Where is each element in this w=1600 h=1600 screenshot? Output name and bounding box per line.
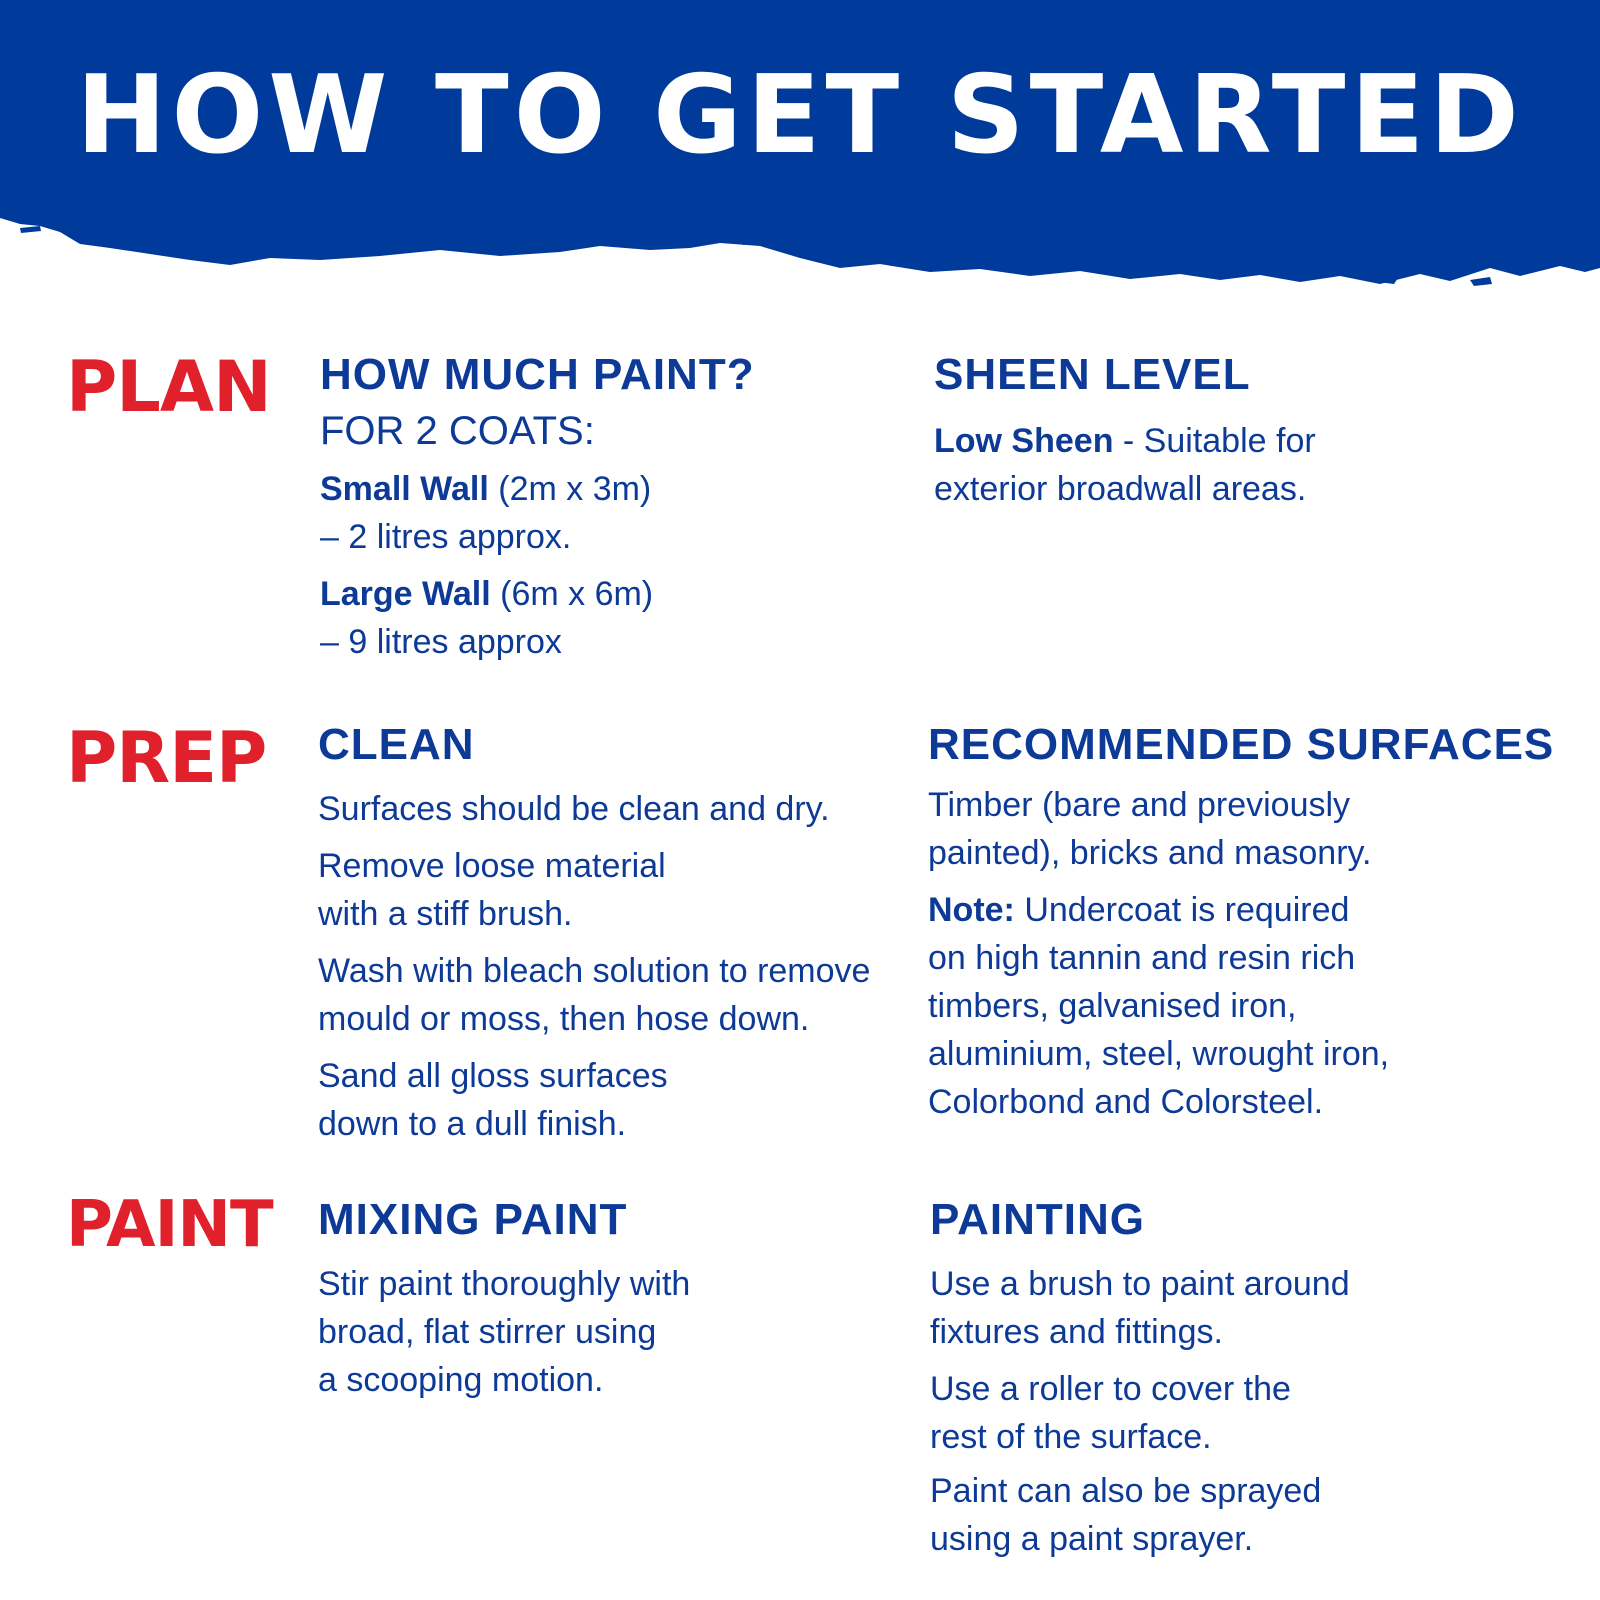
note-line-4: aluminium, steel, wrought iron, xyxy=(928,1035,1390,1073)
coats-subheading: FOR 2 COATS: xyxy=(320,409,595,453)
mixing-line-1: Stir paint thoroughly with xyxy=(318,1265,691,1303)
clean-p1: Surfaces should be clean and dry. xyxy=(318,790,830,828)
clean-heading: CLEAN xyxy=(318,720,475,769)
mixing-paint-heading: MIXING PAINT xyxy=(318,1195,628,1244)
mixing-paint-column xyxy=(318,1195,691,1404)
note-line-1 xyxy=(928,886,1554,934)
sheen-level-column xyxy=(934,350,1316,513)
note-line-1-rest: Undercoat is required xyxy=(1014,891,1350,929)
mixing-line-3: a scooping motion. xyxy=(318,1361,604,1399)
painting-column xyxy=(930,1195,1350,1563)
sheen-line-2: exterior broadwall areas. xyxy=(934,470,1307,508)
small-wall-bold: Small Wall xyxy=(320,470,489,508)
mixing-line-2: broad, flat stirrer using xyxy=(318,1313,657,1351)
header-banner xyxy=(0,0,1600,300)
prep-label: PREP xyxy=(66,717,267,799)
recommended-surfaces-heading: RECOMMENDED SURFACES xyxy=(928,720,1555,769)
clean-p2-line1: Remove loose material xyxy=(318,847,666,885)
large-wall-line xyxy=(320,570,755,618)
low-sheen-bold: Low Sheen xyxy=(934,422,1114,460)
surfaces-p1-line2: painted), bricks and masonry. xyxy=(928,834,1372,872)
note-line-5: Colorbond and Colorsteel. xyxy=(928,1083,1324,1121)
clean-p2-line2: with a stiff brush. xyxy=(318,895,573,933)
plan-label: PLAN xyxy=(66,346,271,428)
sheen-level-heading: SHEEN LEVEL xyxy=(934,350,1251,399)
note-line-3: timbers, galvanised iron, xyxy=(928,987,1297,1025)
painting-heading: PAINTING xyxy=(930,1195,1145,1244)
note-bold: Note: xyxy=(928,891,1015,929)
surfaces-p1-line1: Timber (bare and previously xyxy=(928,786,1351,824)
small-wall-line xyxy=(320,465,755,513)
painting-p3-line1: Paint can also be sprayed xyxy=(930,1472,1322,1510)
painting-p1-line2: fixtures and fittings. xyxy=(930,1313,1223,1351)
clean-p4-line2: down to a dull finish. xyxy=(318,1105,627,1143)
painting-p1-line1: Use a brush to paint around xyxy=(930,1265,1350,1303)
clean-p3-line2: mould or moss, then hose down. xyxy=(318,1000,810,1038)
paint-label: PAINT xyxy=(66,1188,273,1262)
page-title: HOW TO GET STARTED xyxy=(76,53,1524,178)
large-wall-dims: (6m x 6m) xyxy=(490,575,654,613)
small-wall-dims: (2m x 3m) xyxy=(488,470,652,508)
small-wall-amount: – 2 litres approx. xyxy=(320,518,572,556)
sheen-line-1-rest: - Suitable for xyxy=(1113,422,1316,460)
clean-column xyxy=(318,720,871,1148)
clean-p3-line1: Wash with bleach solution to remove xyxy=(318,952,871,990)
note-line-2: on high tannin and resin rich xyxy=(928,939,1356,977)
large-wall-amount: – 9 litres approx xyxy=(320,623,562,661)
clean-p4-line1: Sand all gloss surfaces xyxy=(318,1057,668,1095)
large-wall-bold: Large Wall xyxy=(320,575,491,613)
how-much-paint-heading: HOW MUCH PAINT? xyxy=(320,350,755,399)
painting-p3-line2: using a paint sprayer. xyxy=(930,1520,1254,1558)
recommended-surfaces-column xyxy=(928,720,1555,1126)
painting-p2-line2: rest of the surface. xyxy=(930,1418,1212,1456)
painting-p2-line1: Use a roller to cover the xyxy=(930,1370,1291,1408)
sheen-line-1 xyxy=(934,417,1316,465)
how-much-paint-column xyxy=(320,350,755,666)
